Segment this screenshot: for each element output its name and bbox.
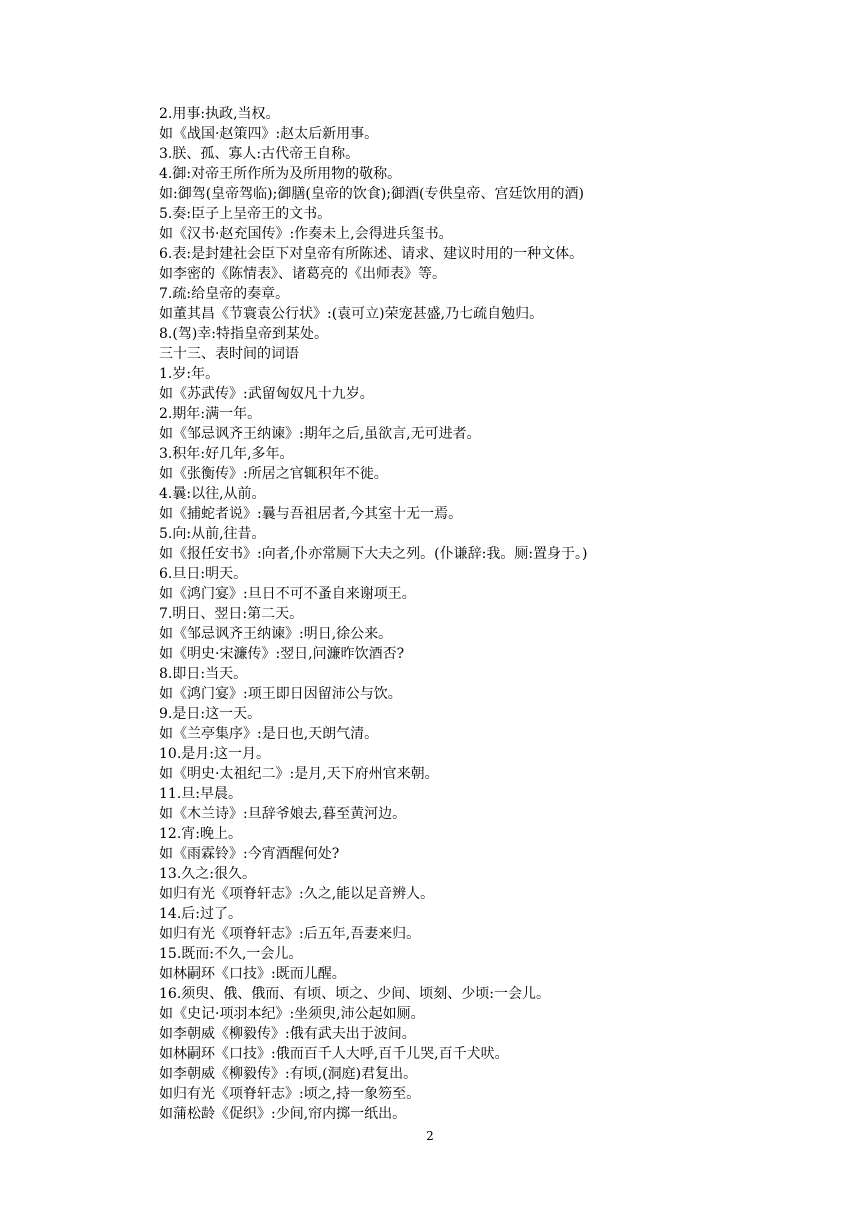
document-body [159, 104, 719, 1124]
text-line: 如归有光《项脊轩志》:久之,能以足音辨人。 [159, 886, 435, 902]
text-line: 7.疏:给皇帝的奏章。 [159, 286, 290, 302]
text-line: 如《木兰诗》:旦辞爷娘去,暮至黄河边。 [159, 806, 407, 822]
text-line: 13.久之:很久。 [159, 866, 256, 882]
text-line: 4.曩:以往,从前。 [159, 486, 266, 502]
text-line: 如李朝威《柳毅传》:俄有武夫出于波间。 [159, 1026, 416, 1042]
text-line: 如《报任安书》:向者,仆亦常厕下大夫之列。(仆谦辞:我。厕:置身于。) [159, 546, 588, 562]
text-line: 如《汉书·赵充国传》:作奏未上,会得进兵玺书。 [159, 226, 453, 242]
text-line: 9.是日:这一天。 [159, 706, 262, 722]
text-line: 10.是月:这一月。 [159, 746, 270, 762]
text-line: 三十三、表时间的词语 [159, 346, 299, 362]
text-line: 如归有光《项脊轩志》:顷之,持一象笏至。 [159, 1086, 421, 1102]
text-line: 15.既而:不久,一会儿。 [159, 946, 303, 962]
text-line: 如董其昌《节寰袁公行状》:(袁可立)荣宠甚盛,乃七疏自勉归。 [159, 306, 544, 322]
text-line: 如《张衡传》:所居之官辄积年不徙。 [159, 466, 388, 482]
text-line: 如《鸿门宴》:旦日不可不蚤自来谢项王。 [159, 586, 416, 602]
page-number: 2 [426, 1129, 434, 1143]
text-line: 如《苏武传》:武留匈奴凡十九岁。 [159, 386, 374, 402]
text-line: 如归有光《项脊轩志》:后五年,吾妻来归。 [159, 926, 421, 942]
text-line: 3.朕、孤、寡人:古代帝王自称。 [159, 146, 360, 162]
text-line: 如李朝威《柳毅传》:有顷,(洞庭)君复出。 [159, 1066, 418, 1082]
text-line: 2.用事:执政,当权。 [159, 106, 280, 122]
text-line: 6.旦日:明天。 [159, 566, 248, 582]
text-line: 11.旦:早晨。 [159, 786, 242, 802]
text-line: 如《邹忌讽齐王纳谏》:明日,徐公来。 [159, 626, 393, 642]
text-line: 7.明日、翌日:第二天。 [159, 606, 304, 622]
text-line: 如李密的《陈情表》、诸葛亮的《出师表》等。 [159, 266, 446, 282]
text-line: 如:御驾(皇帝驾临);御膳(皇帝的饮食);御酒(专供皇帝、宫廷饮用的酒) [159, 186, 584, 202]
text-line: 如《雨霖铃》:今宵酒醒何处? [159, 846, 340, 862]
text-line: 1.岁:年。 [159, 366, 220, 382]
text-line: 如《捕蛇者说》:曩与吾祖居者,今其室十无一焉。 [159, 506, 463, 522]
text-line: 14.后:过了。 [159, 906, 242, 922]
text-line: 16.须臾、俄、俄而、有顷、顷之、少间、顷刻、少顷:一会儿。 [159, 986, 550, 1002]
text-line: 3.积年:好几年,多年。 [159, 446, 294, 462]
text-line: 如《史记·项羽本纪》:坐须臾,沛公起如厕。 [159, 1006, 425, 1022]
text-line: 如林嗣环《口技》:既而儿醒。 [159, 966, 346, 982]
text-line: 如《战国·赵策四》:赵太后新用事。 [159, 126, 379, 142]
text-line: 4.御:对帝王所作所为及所用物的敬称。 [159, 166, 402, 182]
text-line: 如《明史·太祖纪二》:是月,天下府州官来朝。 [159, 766, 439, 782]
text-line: 5.奏:臣子上呈帝王的文书。 [159, 206, 332, 222]
text-line: 8.(驾)幸:特指皇帝到某处。 [159, 326, 328, 342]
text-line: 如《兰亭集序》:是日也,天朗气清。 [159, 726, 379, 742]
text-line: 如《鸿门宴》:项王即日因留沛公与饮。 [159, 686, 402, 702]
text-line: 5.向:从前,往昔。 [159, 526, 266, 542]
text-line: 12.宵:晚上。 [159, 826, 242, 842]
text-line: 如《明史·宋濂传》:翌日,问濂昨饮酒否? [159, 646, 405, 662]
text-line: 2.期年:满一年。 [159, 406, 262, 422]
text-line: 如《邹忌讽齐王纳谏》:期年之后,虽欲言,无可进者。 [159, 426, 481, 442]
text-line: 8.即日:当天。 [159, 666, 248, 682]
text-line: 如蒲松龄《促织》:少间,帘内掷一纸出。 [159, 1106, 407, 1122]
text-line: 6.表:是封建社会臣下对皇帝有所陈述、请求、建议时用的一种文体。 [159, 246, 584, 262]
text-line: 如林嗣环《口技》:俄而百千人大呼,百千儿哭,百千犬吠。 [159, 1046, 509, 1062]
